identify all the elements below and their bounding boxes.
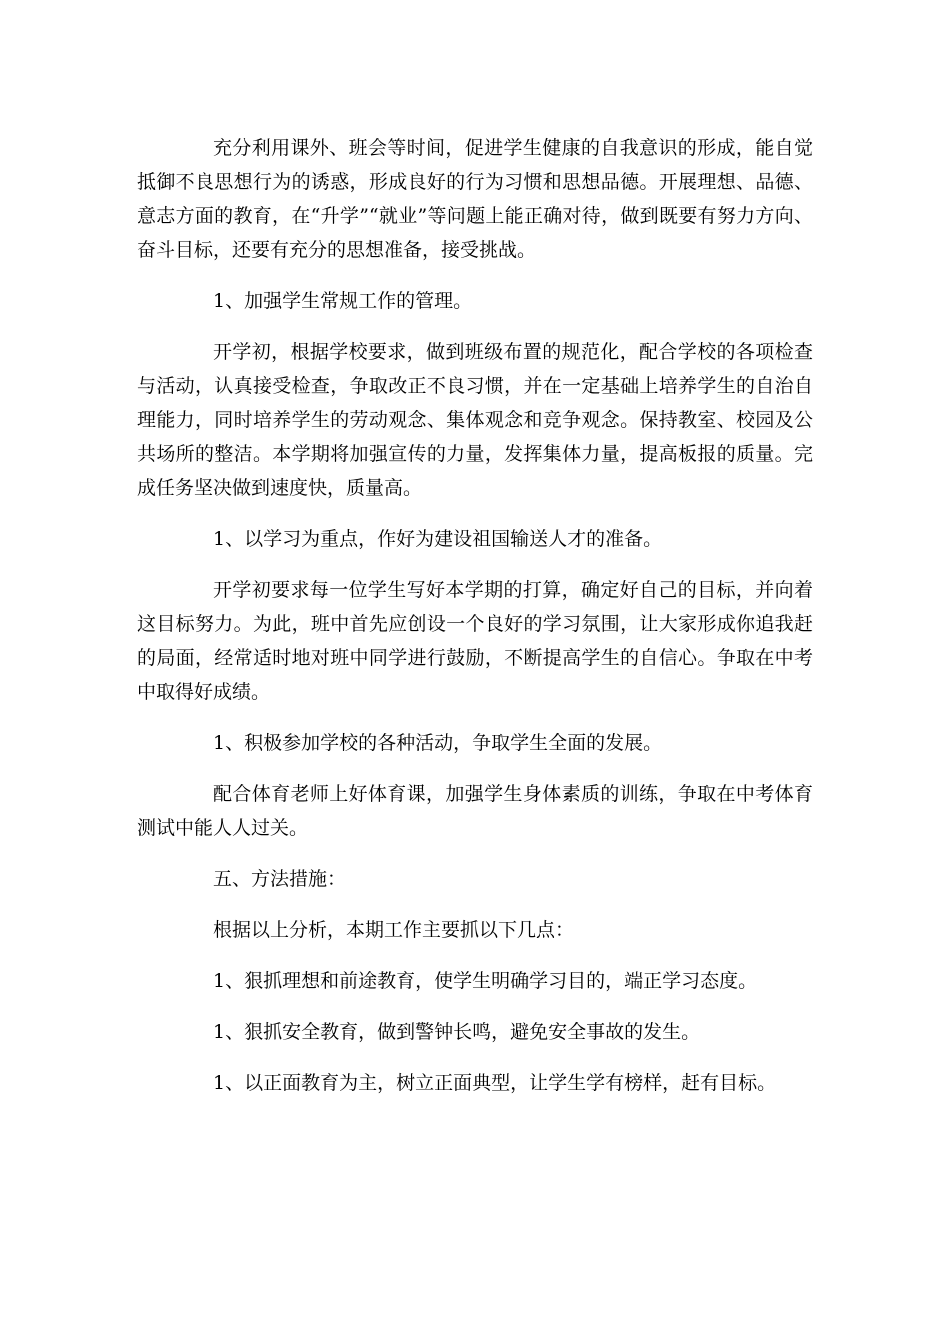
paragraph-methods-intro: 根据以上分析，本期工作主要抓以下几点： (213, 919, 575, 941)
list-item-ideals-education: 1、狠抓理想和前途教育，使学生明确学习目的，端正学习态度。 (213, 970, 758, 992)
list-item-activities: 1、积极参加学校的各种活动，争取学生全面的发展。 (213, 732, 663, 754)
paragraph-self-awareness: 充分利用课外、班会等时间，促进学生健康的自我意识的形成，能自觉抵御不良思想行为的诱惑，形成良好的行为习惯和思想品德。开展理想、品德、意志方面的教育，在“升学”“就业”等问题上能正确对待，做到既要有努力方向、奋斗目标，还要有充分的思想准备，接受挑战。 (137, 137, 813, 261)
document-body (137, 131, 813, 1117)
paragraph-study-plan: 开学初要求每一位学生写好本学期的打算，确定好自己的目标，并向着这目标努力。为此，班中首先应创设一个良好的学习氛围，让大家形成你追我赶的局面，经常适时地对班中同学进行鼓励，不断提高学生的自信心。争取在中考中取得好成绩。 (137, 579, 813, 703)
paragraph-physical-education: 配合体育老师上好体育课，加强学生身体素质的训练，争取在中考体育测试中能人人过关。 (137, 783, 813, 839)
list-item-safety-education: 1、狠抓安全教育，做到警钟长鸣，避免安全事故的发生。 (213, 1021, 701, 1043)
paragraph-term-start: 开学初，根据学校要求，做到班级布置的规范化，配合学校的各项检查与活动，认真接受检查，争取改正不良习惯，并在一定基础上培养学生的自治自理能力，同时培养学生的劳动观念、集体观念和竞争观念。保持教室、校园及公共场所的整洁。本学期将加强宣传的力量，发挥集体力量，提高板报的质量。完成任务坚决做到速度快，质量高。 (137, 341, 813, 499)
section-heading-methods: 五、方法措施： (213, 868, 347, 890)
list-item-routine-management: 1、加强学生常规工作的管理。 (213, 290, 473, 312)
list-item-positive-education: 1、以正面教育为主，树立正面典型，让学生学有榜样，赶有目标。 (213, 1072, 777, 1094)
list-item-study-focus: 1、以学习为重点，作好为建设祖国输送人才的准备。 (213, 528, 663, 550)
